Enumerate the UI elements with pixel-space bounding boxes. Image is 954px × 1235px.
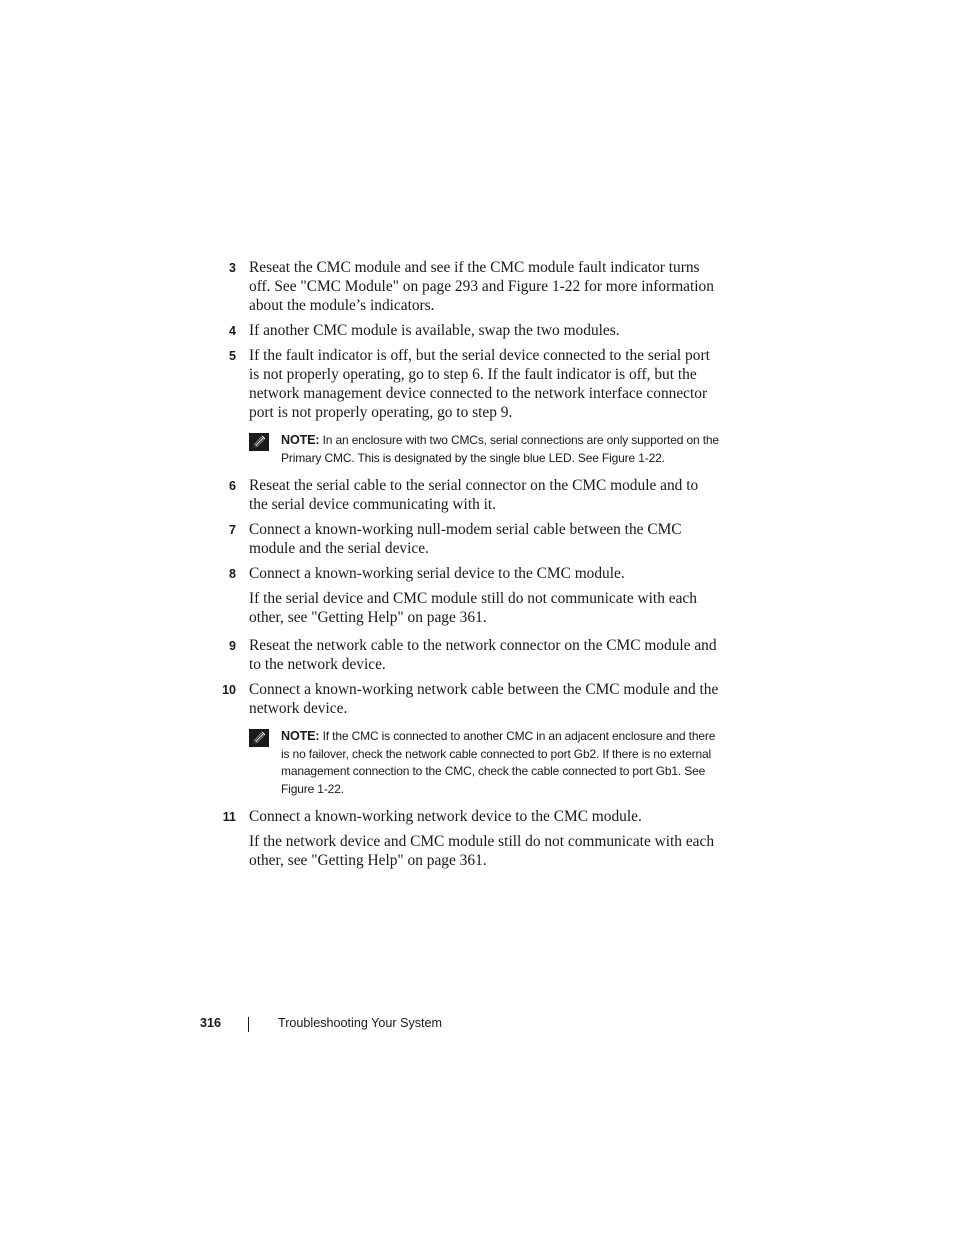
- note-label: NOTE:: [281, 433, 320, 447]
- note-network-failover: [220, 728, 720, 798]
- note-text: In an enclosure with two CMCs, serial connections are only supported on the Primary CMC. This is designated by the single blue LED. See Figure 1-22.: [281, 433, 719, 465]
- page-content: [220, 258, 720, 879]
- step-text: Reseat the CMC module and see if the CMC module fault indicator turns off. See "CMC Module" on page 293 and Figure 1-22 for more information about the module’s indicators.: [249, 259, 714, 314]
- step-number: 5: [229, 349, 236, 363]
- step-number: 11: [222, 810, 236, 824]
- step-text: Connect a known-working null-modem serial cable between the CMC module and the serial device.: [249, 521, 682, 557]
- step-text: Connect a known-working serial device to the CMC module.: [249, 565, 625, 582]
- note-serial-connections: [220, 432, 720, 467]
- pencil-note-icon: [249, 433, 269, 451]
- step-number: 9: [229, 639, 236, 653]
- step-text: If the fault indicator is off, but the serial device connected to the serial port is not properly operating, go to step 6. If the fault indicator is off, but the network management device connected to the network interface connector port is not properly operating, go to step 9.: [249, 347, 710, 421]
- serial-help-paragraph: If the serial device and CMC module still do not communicate with each other, see "Getting Help" on page 361.: [249, 590, 697, 626]
- note-label: NOTE:: [281, 729, 320, 743]
- step-text: Reseat the serial cable to the serial connector on the CMC module and to the serial device communicating with it.: [249, 477, 699, 513]
- step-3: [220, 258, 720, 315]
- footer-section-title: Troubleshooting Your System: [278, 1016, 443, 1030]
- step-text: Connect a known-working network cable between the CMC module and the network device.: [249, 681, 719, 717]
- page-number: 316: [200, 1016, 222, 1030]
- step-10: [220, 680, 720, 718]
- step-5: [220, 346, 720, 422]
- network-help-paragraph: If the network device and CMC module still do not communicate with each other, see "Getting Help" on page 361.: [249, 833, 715, 869]
- page-footer: [200, 1016, 600, 1034]
- step-6: [220, 476, 720, 514]
- step-9: [220, 636, 720, 674]
- step-number: 3: [229, 261, 236, 275]
- step-number: 4: [229, 324, 236, 338]
- step-text: If another CMC module is available, swap the two modules.: [249, 322, 620, 339]
- pencil-note-icon: [249, 729, 269, 747]
- step-text: Connect a known-working network device to the CMC module.: [249, 808, 642, 825]
- step-number: 10: [222, 683, 236, 697]
- step-4: [220, 321, 720, 340]
- footer-divider: [248, 1017, 249, 1032]
- step-number: 8: [229, 567, 236, 581]
- step-number: 6: [229, 479, 236, 493]
- step-8: [220, 564, 720, 583]
- step-11: [220, 807, 720, 826]
- step-text: Reseat the network cable to the network connector on the CMC module and to the network device.: [249, 637, 717, 673]
- step-7: [220, 520, 720, 558]
- note-text: If the CMC is connected to another CMC in an adjacent enclosure and there is no failover, check the network cable connected to port Gb2. If there is no external management connection to the CMC, check the cable connected to port Gb1. See Figure 1-22.: [281, 729, 716, 796]
- step-number: 7: [229, 523, 236, 537]
